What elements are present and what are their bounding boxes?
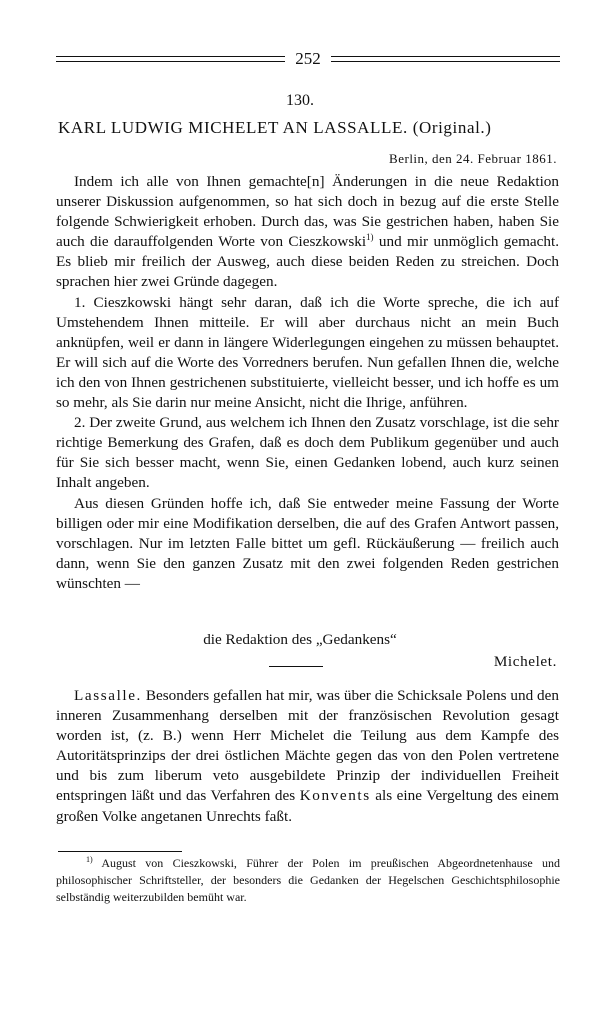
page-number: 252 [295, 49, 321, 68]
header-rule-right [331, 56, 560, 62]
page-header [56, 49, 560, 68]
reply-paragraph [56, 686, 559, 827]
reply-text-end: als eine Vergeltung des einem großen Volke angetanen Unrechts faßt. [56, 787, 559, 825]
paragraph-2: 1. Cieszkowski hängt sehr daran, daß ich die Worte spreche, die ich auf Umstehendem Ihnen mitteile. Er will aber durchaus nicht an mein Buch anknüpfen, weil er dann in längere Widerlegungen eingehen zu müssen behauptet. Er will sich auf die Worte des Vorredners berufen. Nun gefallen Ihnen die, welche ich den von Ihnen gestrichenen substituierte, vielleicht besser, und ich hoffe es um so mehr, als Sie darin nur meine Ansicht, nicht die Ihrige, anführen. [56, 293, 559, 412]
paragraph-3: 2. Der zweite Grund, aus welchem ich Ihnen den Zusatz vorschlage, ist die sehr richtige Bemerkung des Grafen, daß es doch dem Publikum gegenüber und auch für Sie sich besser macht, wenn Sie, einen Gedanken lobend, auch kurz seinen Inhalt angeben. [56, 414, 559, 492]
footnote-rule [58, 851, 182, 852]
reply-excerpt [56, 686, 559, 827]
footnote-paragraph [56, 855, 560, 906]
footnote-marker: 1) [86, 855, 93, 864]
letter-body [56, 172, 559, 594]
letter-title: KARL LUDWIG MICHELET AN LASSALLE. (Original.) [58, 118, 492, 137]
letter-number: 130. [286, 92, 314, 109]
footnote-text: August von Cieszkowski, Führer der Polen im preußischen Abgeordnetenhause und philosophischer Schriftsteller, der besonders die Gedanken der Hegelschen Geschichtsphilosophie selbständig weiterzubilden bemüht war. [56, 856, 560, 904]
closing-line: die Redaktion des „Gedankens“ [203, 631, 397, 648]
signature: Michelet. [493, 653, 557, 670]
paragraph-1-text-cont: und mir unmöglich gemacht. Es blieb mir freilich der Ausweg, auch diese beiden Reden zu streichen. Doch sprachen hier zwei Gründe dagegen. [56, 233, 559, 291]
footnote [56, 855, 560, 906]
reply-text: Besonders gefallen hat mir, was über die Schicksale Polens und den inneren Zusammenhang derselben mit der französischen Revolution gesagt worden ist, (z. B.) wenn Herr Michelet die Teilung aus dem Kampfe des Autoritätsprinzips der drei östlichen Mächte gegen das von den Polen vertretene und bis zum liberum veto ausgebildete Prinzip der individuellen Freiheit entspringen läßt und das Verfahren des [56, 687, 559, 805]
dateline: Berlin, den 24. Februar 1861. [389, 151, 557, 166]
paragraph-1-text: Indem ich alle von Ihnen gemachte[n] Änderungen in die neue Redaktion unserer Diskussion aufgenommen, so hat sich doch in bezug auf die erste Stelle folgende Schwierigkeit erhoben. Durch das, was Sie gestrichen haben, haben Sie auch die darauffolgenden Worte von Cieszkowski [56, 173, 559, 251]
paragraph-1 [56, 172, 559, 293]
section-divider [269, 666, 323, 667]
footnote-reference: 1) [366, 232, 374, 243]
reply-emphasis: Konvents [299, 787, 371, 805]
reply-author: Lassalle. [74, 687, 142, 704]
header-rule-left [56, 56, 285, 62]
paragraph-4: Aus diesen Gründen hoffe ich, daß Sie entweder meine Fassung der Worte billigen oder mir eine Modifikation derselben, die auf des Grafen Antwort passen, vorschlagen. Nur im letzten Falle bittet um gefl. Rückäußerung — freilich auch dann, wenn Sie den ganzen Zusatz mit den zwei folgenden Reden gestrichen wünschten — [56, 494, 559, 592]
